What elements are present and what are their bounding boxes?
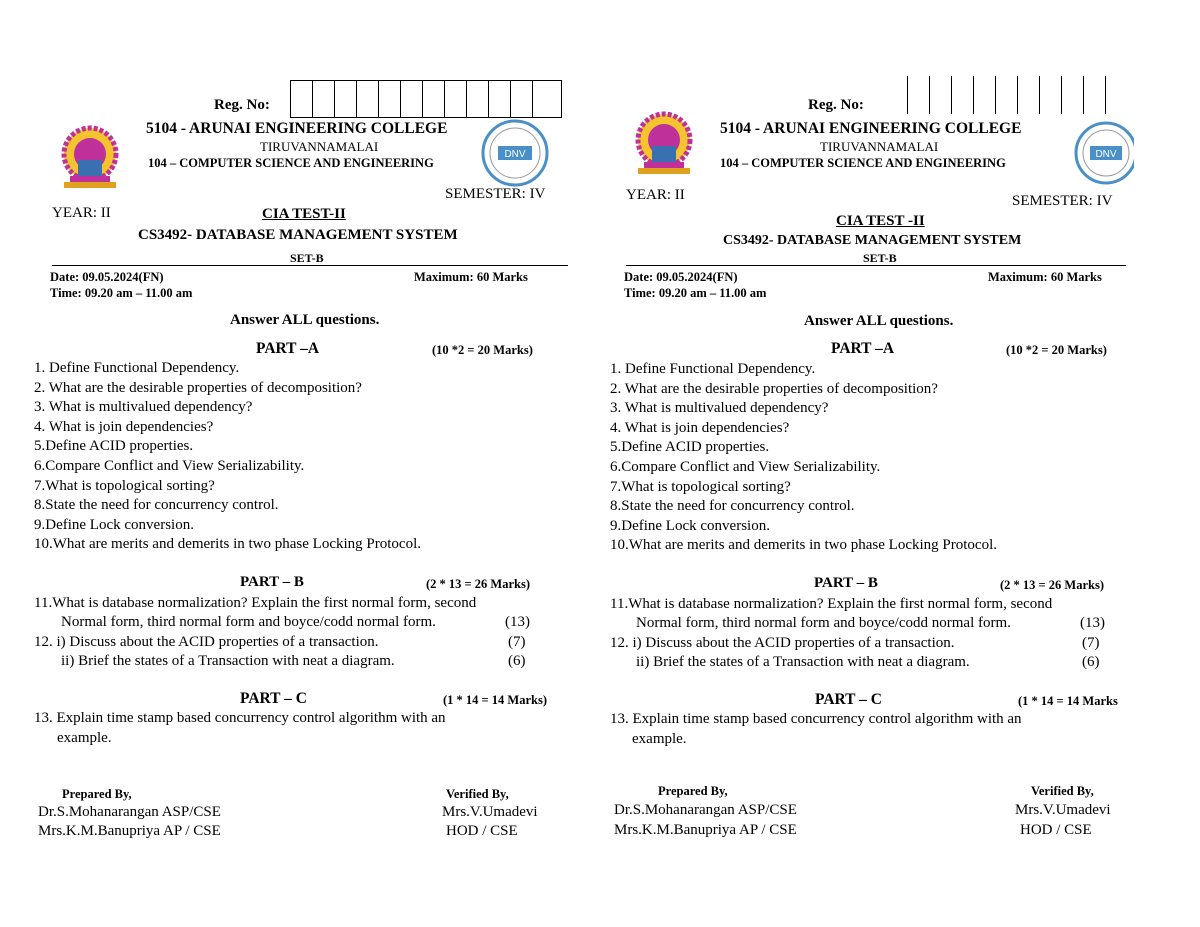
verifier-2: HOD / CSE xyxy=(1020,822,1092,838)
prepared-by-label: Prepared By, xyxy=(62,787,132,801)
question-paper-left xyxy=(0,0,590,927)
preparer-2: Mrs.K.M.Banupriya AP / CSE xyxy=(38,823,221,839)
question-12-ii: ii) Brief the states of a Transaction with neat a diagram. xyxy=(636,654,970,670)
question-12-ii-marks: (6) xyxy=(508,653,526,669)
college-name: 5104 - ARUNAI ENGINEERING COLLEGE xyxy=(720,120,1022,137)
question-item: 1. Define Functional Dependency. xyxy=(610,361,816,377)
question-paper-right xyxy=(574,0,1164,927)
verifier-1: Mrs.V.Umadevi xyxy=(1015,802,1111,818)
max-marks: Maximum: 60 Marks xyxy=(414,270,528,284)
question-item: 4. What is join dependencies? xyxy=(610,419,790,436)
question-item: 9.Define Lock conversion. xyxy=(610,517,770,534)
prepared-by-label: Prepared By, xyxy=(658,784,728,798)
instruction: Answer ALL questions. xyxy=(804,313,954,329)
question-item: 9.Define Lock conversion. xyxy=(34,516,194,533)
college-city: TIRUVANNAMALAI xyxy=(820,139,939,154)
question-12-ii: ii) Brief the states of a Transaction with neat a diagram. xyxy=(61,653,395,669)
question-item: 6.Compare Conflict and View Serializability. xyxy=(34,457,305,474)
question-13-line1: 13. Explain time stamp based concurrency control algorithm with an xyxy=(610,711,1022,727)
part-a-marks: (10 *2 = 20 Marks) xyxy=(432,343,533,357)
question-13-line1: 13. Explain time stamp based concurrency control algorithm with an xyxy=(34,710,446,726)
part-a-list xyxy=(34,359,421,555)
reg-no-label: Reg. No: xyxy=(808,97,864,113)
dnv-certification-icon xyxy=(480,118,550,193)
department: 104 – COMPUTER SCIENCE AND ENGINEERING xyxy=(148,156,434,170)
part-b-title: PART – B xyxy=(814,575,878,591)
part-c-title: PART – C xyxy=(240,690,307,707)
reg-no-boxes[interactable] xyxy=(290,80,562,118)
semester: SEMESTER: IV xyxy=(1012,193,1113,209)
preparer-1: Dr.S.Mohanarangan ASP/CSE xyxy=(614,802,797,818)
part-a-list xyxy=(610,360,997,556)
subject: CS3492- DATABASE MANAGEMENT SYSTEM xyxy=(138,227,458,243)
question-12-i-marks: (7) xyxy=(508,634,526,650)
part-a-title: PART –A xyxy=(831,340,895,357)
svg-text:DNV: DNV xyxy=(504,149,526,160)
question-item: 10.What are merits and demerits in two phase Locking Protocol. xyxy=(610,537,997,554)
college-emblem-icon xyxy=(624,110,704,185)
question-item: 2. What are the desirable properties of decomposition? xyxy=(34,379,362,396)
question-item: 6.Compare Conflict and View Serializability. xyxy=(610,458,881,475)
preparer-1: Dr.S.Mohanarangan ASP/CSE xyxy=(38,804,221,820)
header-divider xyxy=(52,265,568,266)
svg-text:DNV: DNV xyxy=(1095,149,1117,160)
question-item: 3. What is multivalued dependency? xyxy=(34,399,253,416)
part-c-marks: (1 * 14 = 14 Marks) xyxy=(443,693,547,707)
question-12-i: 12. i) Discuss about the ACID properties of a transaction. xyxy=(34,634,379,650)
part-b-marks: (2 * 13 = 26 Marks) xyxy=(426,577,530,591)
part-a-title: PART –A xyxy=(256,340,320,357)
part-b-title: PART – B xyxy=(240,574,304,590)
year: YEAR: II xyxy=(52,205,111,221)
verifier-1: Mrs.V.Umadevi xyxy=(442,804,538,820)
set-label: SET-B xyxy=(290,251,324,265)
question-11-line1: 11.What is database normalization? Explain the first normal form, second xyxy=(610,596,1053,612)
department: 104 – COMPUTER SCIENCE AND ENGINEERING xyxy=(720,156,1006,170)
year: YEAR: II xyxy=(626,187,685,203)
question-item: 3. What is multivalued dependency? xyxy=(610,400,829,417)
verified-by-label: Verified By, xyxy=(446,787,509,801)
question-11-line2: Normal form, third normal form and boyce/codd normal form. xyxy=(61,614,436,630)
question-item: 8.State the need for concurrency control. xyxy=(610,498,855,515)
question-item: 10.What are merits and demerits in two phase Locking Protocol. xyxy=(34,536,421,553)
max-marks: Maximum: 60 Marks xyxy=(988,270,1102,284)
header-divider xyxy=(626,265,1126,266)
question-11-line2: Normal form, third normal form and boyce/codd normal form. xyxy=(636,615,1011,631)
question-item: 7.What is topological sorting? xyxy=(34,477,215,494)
exam-date: Date: 09.05.2024(FN) xyxy=(50,270,164,284)
question-13-line2: example. xyxy=(57,730,112,746)
question-item: 7.What is topological sorting? xyxy=(610,478,791,495)
exam-time: Time: 09.20 am – 11.00 am xyxy=(50,286,193,300)
dnv-certification-icon xyxy=(1074,118,1134,193)
question-13-line2: example. xyxy=(632,731,687,747)
reg-no-boxes[interactable] xyxy=(886,76,1114,114)
reg-no-label: Reg. No: xyxy=(214,97,270,113)
exam-time: Time: 09.20 am – 11.00 am xyxy=(624,286,767,300)
question-item: 8.State the need for concurrency control. xyxy=(34,497,279,514)
question-item: 1. Define Functional Dependency. xyxy=(34,360,240,376)
question-12-ii-marks: (6) xyxy=(1082,654,1100,670)
exam-date: Date: 09.05.2024(FN) xyxy=(624,270,738,284)
set-label: SET-B xyxy=(863,251,897,265)
instruction: Answer ALL questions. xyxy=(230,312,380,328)
verified-by-label: Verified By, xyxy=(1031,784,1094,798)
college-name: 5104 - ARUNAI ENGINEERING COLLEGE xyxy=(146,120,448,137)
question-item: 5.Define ACID properties. xyxy=(34,438,194,455)
preparer-2: Mrs.K.M.Banupriya AP / CSE xyxy=(614,822,797,838)
test-title: CIA TEST-II xyxy=(262,206,346,222)
question-12-i-marks: (7) xyxy=(1082,635,1100,651)
part-c-title: PART – C xyxy=(815,691,882,708)
college-emblem-icon xyxy=(50,124,130,199)
question-11-marks: (13) xyxy=(505,614,530,630)
verifier-2: HOD / CSE xyxy=(446,823,518,839)
question-11-line1: 11.What is database normalization? Explain the first normal form, second xyxy=(34,595,477,611)
part-b-marks: (2 * 13 = 26 Marks) xyxy=(1000,578,1104,592)
subject: CS3492- DATABASE MANAGEMENT SYSTEM xyxy=(723,233,1022,248)
question-item: 4. What is join dependencies? xyxy=(34,418,214,435)
college-city: TIRUVANNAMALAI xyxy=(260,139,379,154)
question-11-marks: (13) xyxy=(1080,615,1105,631)
part-a-marks: (10 *2 = 20 Marks) xyxy=(1006,343,1107,357)
question-item: 5.Define ACID properties. xyxy=(610,439,770,456)
part-c-marks: (1 * 14 = 14 Marks xyxy=(1018,694,1118,708)
test-title: CIA TEST -II xyxy=(836,213,925,229)
semester: SEMESTER: IV xyxy=(445,186,546,202)
question-item: 2. What are the desirable properties of decomposition? xyxy=(610,380,938,397)
question-12-i: 12. i) Discuss about the ACID properties of a transaction. xyxy=(610,635,955,651)
